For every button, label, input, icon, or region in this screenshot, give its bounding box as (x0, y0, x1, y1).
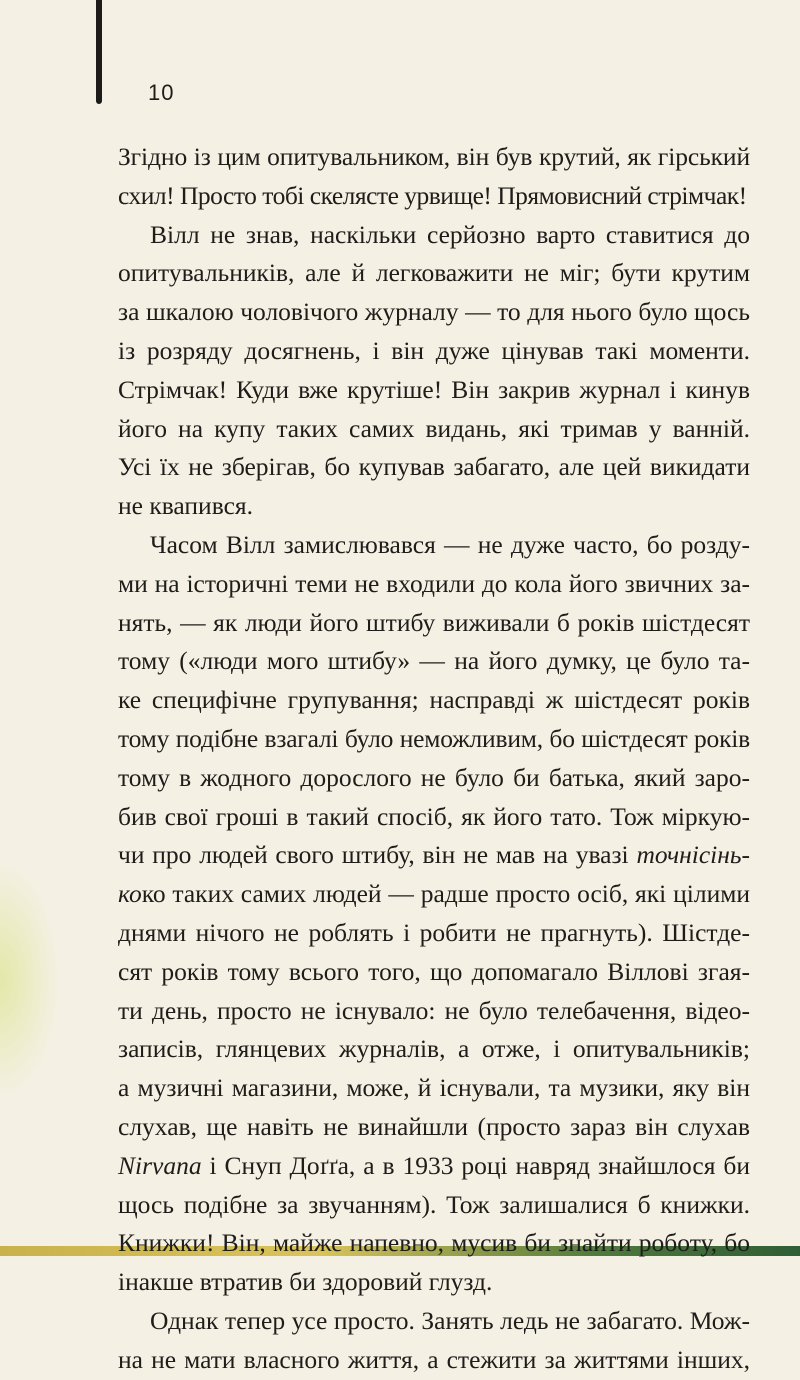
italic-word: точнісінь- (636, 840, 750, 870)
text-line: Стрімчак! Куди вже крутіше! Він закрив журнал і кинув (118, 374, 750, 404)
text-line: інакше втратив би здоровий глузд. (118, 1267, 493, 1297)
text-line: нять, — як люди його штибу виживали б років шістдесят (118, 607, 750, 637)
text-line: на не мати власного життя, а стежити за життями інших, (118, 1344, 750, 1374)
text-segment: і Снуп Доґґа, а в 1933 році навряд знайшлося би (201, 1150, 750, 1180)
text-segment: чи про людей свого штибу, він не мав на увазі (118, 840, 637, 870)
text-line: Часом Вілл замислювався — не дуже часто, бо розду- (150, 529, 750, 559)
text-line: сят років тому всього того, що допомагало Віллові згая- (118, 956, 750, 986)
text-line: тому («люди мого штибу» — на його думку, це було та- (118, 646, 750, 676)
text-line: за шкалою чоловічого журналу — то для нього було щось (118, 297, 750, 327)
text-line: Книжки! Він, майже напевно, мусив би знайти роботу, бо (118, 1228, 750, 1258)
text-line: днями нічого не роблять і робити не прагнуть). Шістде- (118, 917, 750, 947)
text-line: Згідно із цим опитувальником, він був крутий, як гірський (118, 142, 750, 171)
text-line-mixed (118, 875, 750, 914)
paragraph-3 (118, 526, 750, 1302)
text-line: щось подібне за звучанням). Тож залишалися б книжки. (118, 1189, 750, 1219)
italic-word: Nirvana (118, 1150, 202, 1180)
text-line: ми на історичні теми не входили до кола його звичних за- (118, 568, 750, 598)
text-line: бив свої гроші в такий спосіб, як його тато. Тож міркую- (118, 801, 750, 831)
text-line: Усі їх не зберігав, бо купував забагато, але цей викидати (118, 452, 750, 482)
text-line: ти день, просто не існувало: не було телебачення, відео- (118, 995, 750, 1025)
spine-edge (96, 0, 102, 104)
text-line: його на купу таких самих видань, які тримав у ванній. (118, 413, 750, 443)
text-line: опитувальників, але й легковажити не міг; бути крутим (118, 258, 750, 288)
text-line: тому подібне взагалі було неможливим, бо шістдесят років (118, 723, 750, 753)
text-line: із розряду досягнень, і він дуже цінував такі моменти. (118, 335, 750, 365)
italic-word: ко (118, 879, 142, 909)
body-text (118, 138, 750, 1380)
paragraph-1 (118, 138, 750, 216)
text-line: Однак тепер усе просто. Занять ледь не забагато. Мож- (150, 1305, 750, 1335)
text-line: а музичні магазини, може, й існували, та музики, яку він (118, 1073, 750, 1103)
page-tint (0, 860, 60, 1100)
text-line: Вілл не знав, наскільки серйозно варто ставитися до (150, 219, 750, 249)
text-line: схил! Просто тобі скелясте урвище! Прямовисний стрімчак! (118, 180, 747, 210)
page-number: 10 (148, 80, 175, 105)
text-line: не квапився. (118, 491, 254, 521)
text-line-mixed (118, 836, 750, 875)
text-line: слухав, ще навіть не винайшли (просто зараз він слухав (118, 1111, 750, 1141)
text-line: ке специфічне групування; насправді ж шістдесят років (118, 685, 750, 715)
text-segment: ко таких самих людей — радше просто осіб, які цілими (141, 879, 750, 909)
paragraph-4 (118, 1302, 750, 1380)
text-line-mixed (118, 1147, 750, 1186)
text-line: записів, глянцевих журналів, а отже, і опитувальників; (118, 1034, 750, 1064)
text-line: тому в жодного дорослого не було би батька, який заро- (118, 762, 750, 792)
paragraph-2 (118, 216, 750, 526)
